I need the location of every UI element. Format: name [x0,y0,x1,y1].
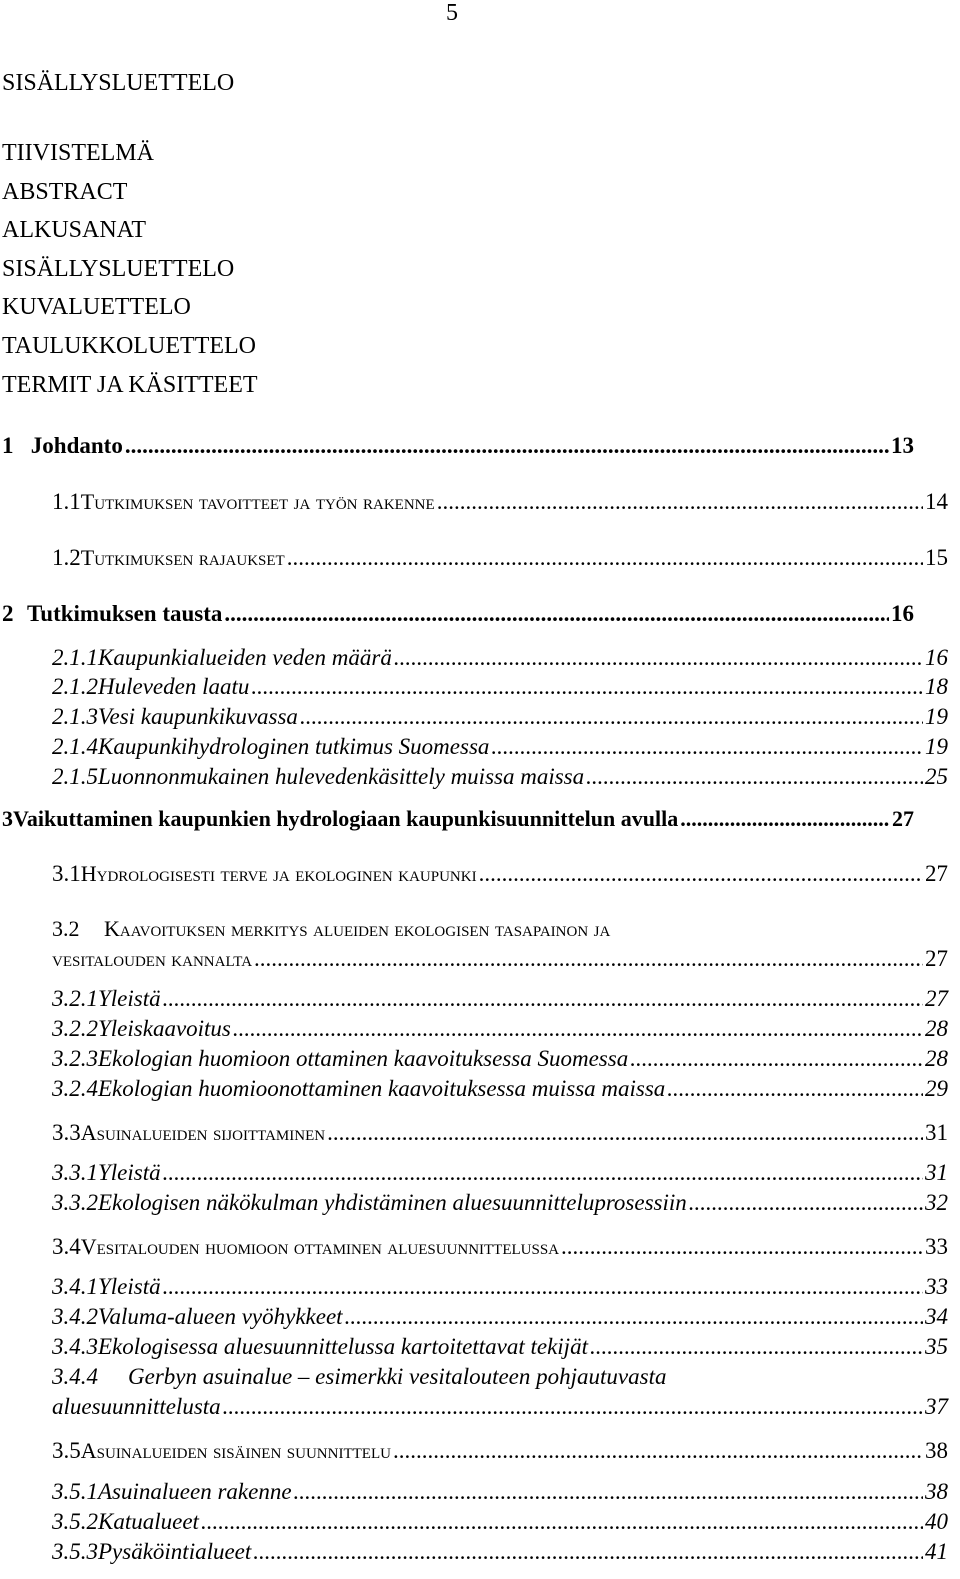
toc-entry-page: 27 [925,861,948,886]
front-item: TERMIT JA KÄSITTEET [2,371,258,398]
toc-entry-number: 3.2.3 [52,1046,98,1071]
toc-entry-page: 28 [925,1016,948,1041]
toc-leader-dots [163,986,923,1012]
page-number: 5 [446,0,458,26]
toc-entry-page: 31 [925,1160,948,1185]
toc-entry-page: 31 [925,1120,948,1145]
front-item: TIIVISTELMÄ [2,140,154,166]
toc-entry-number: 2.1.4 [52,734,98,759]
toc-entry-number: 3.4.4 [52,1364,98,1389]
toc-entry-number: 3.2.2 [52,1016,98,1041]
toc-entry-number: 2 [2,601,14,626]
toc-entry-page: 35 [925,1334,948,1359]
toc-entry-chapter[interactable] [2,806,914,832]
toc-entry-section[interactable] [52,1438,948,1464]
toc-entry-number: 3.4 [52,1234,81,1259]
toc-entry-title: Tutkimuksen tavoitteet ja työn rakenne [80,489,435,514]
toc-entry-title: Johdanto [30,433,123,458]
toc-leader-dots [327,1120,923,1146]
toc-entry-number: 3.2.4 [52,1076,98,1101]
toc-entry-page: 18 [925,674,948,699]
toc-entry-title: Luonnonmukainen hulevedenkäsittely muissa maissa [98,764,585,789]
front-item: SISÄLLYSLUETTELO [2,255,235,282]
toc-entry-subsection[interactable] [52,1076,948,1102]
toc-entry-title: Asuinalueiden sisäinen suunnittelu [80,1438,391,1463]
toc-entry-subsection[interactable] [52,1394,948,1420]
toc-leader-dots [561,1234,923,1260]
toc-leader-dots [254,946,923,972]
toc-entry-section[interactable] [52,861,948,887]
toc-leader-dots [590,1334,923,1360]
toc-entry-page: 33 [925,1274,948,1299]
toc-leader-dots [163,1274,923,1300]
toc-entry-title: Asuinalueen rakenne [98,1479,292,1504]
toc-entry-page: 27 [925,986,948,1011]
toc-entry-section[interactable] [52,489,948,515]
toc-leader-dots [630,1046,923,1072]
toc-leader-dots [300,704,923,730]
front-item: TAULUKKOLUETTELO [2,332,257,359]
toc-entry-page: 28 [925,1046,948,1071]
toc-entry-page: 27 [925,946,948,971]
toc-entry-page: 41 [925,1539,948,1564]
toc-entry-title: Ekologian huomioonottaminen kaavoituksessa muissa maissa [98,1076,666,1101]
toc-entry-section[interactable] [52,1234,948,1260]
toc-entry-title: Asuinalueiden sijoittaminen [80,1120,326,1145]
toc-entry-subsection[interactable] [52,1046,948,1072]
toc-entry-number: 3.3.1 [52,1160,98,1185]
toc-entry-title: Kaavoituksen merkitys alueiden ekologisen tasapainon ja [104,916,611,941]
toc-entry-number: 3.3 [52,1120,81,1145]
toc-entry-title: Ekologian huomioon ottaminen kaavoituksessa Suomessa [98,1046,629,1071]
toc-leader-dots [394,645,923,671]
toc-entry-subsection[interactable] [52,704,948,730]
toc-entry-title-cont: vesitalouden kannalta [52,946,253,971]
toc-entry-subsection[interactable] [52,1304,948,1330]
front-item: KUVALUETTELO [2,294,191,321]
toc-leader-dots [491,734,923,760]
toc-entry-number: 2.1.2 [52,674,98,699]
toc-entry-title: Vaikuttaminen kaupunkien hydrologiaan kaupunkisuunnittelun avulla [13,806,679,831]
toc-entry-subsection[interactable] [52,1190,948,1216]
toc-leader-dots [667,1076,923,1102]
toc-leader-dots [393,1438,923,1464]
toc-entry-number: 1.2 [52,545,81,570]
toc-entry-title: Hydrologisesti terve ja ekologinen kaupunki [80,861,477,886]
toc-entry-number: 3.1 [52,861,81,886]
front-item: ABSTRACT [2,178,128,205]
toc-entry-section-line1[interactable] [52,916,610,942]
toc-entry-subsection[interactable] [52,1274,948,1300]
toc-leader-dots [233,1016,923,1042]
toc-entry-chapter[interactable] [2,433,914,459]
toc-entry-title: Yleistä [98,1274,161,1299]
toc-entry-title: Ekologisessa aluesuunnittelussa kartoitettavat tekijät [98,1334,588,1359]
toc-entry-number: 3.5.1 [52,1479,98,1504]
toc-entry-title: Pysäköintialueet [98,1539,252,1564]
toc-entry-title: Kaupunkihydrologinen tutkimus Suomessa [98,734,490,759]
toc-leader-dots [479,861,923,887]
toc-leader-dots [201,1509,923,1535]
toc-leader-dots [224,601,889,627]
toc-entry-subsection[interactable] [52,734,948,760]
toc-entry-subsection-line1[interactable] [52,1364,666,1390]
toc-entry-page: 19 [925,704,948,729]
toc-entry-page: 32 [925,1190,948,1215]
toc-entry-number: 3.2.1 [52,986,98,1011]
toc-entry-title-cont: aluesuunnittelusta [52,1394,221,1419]
toc-entry-title: Vesi kaupunkikuvassa [98,704,298,729]
toc-entry-section[interactable] [52,1120,948,1146]
toc-entry-number: 2.1.1 [52,645,98,670]
toc-entry-subsection[interactable] [52,645,948,671]
toc-entry-page: 16 [925,645,948,670]
toc-entry-page: 40 [925,1509,948,1534]
toc-entry-page: 37 [925,1394,948,1419]
toc-entry-number: 3.4.1 [52,1274,98,1299]
toc-entry-title: Ekologisen näkökulman yhdistäminen aluesuunnitteluprosessiin [98,1190,687,1215]
front-item: ALKUSANAT [2,217,146,244]
toc-entry-title: Katualueet [98,1509,199,1534]
toc-entry-page: 14 [925,489,948,514]
toc-entry-number: 2.1.3 [52,704,98,729]
toc-leader-dots [287,545,923,571]
toc-entry-subsection[interactable] [52,1509,948,1535]
toc-entry-page: 33 [925,1234,948,1259]
toc-leader-dots [586,764,923,790]
toc-leader-dots [689,1190,923,1216]
toc-entry-subsection[interactable] [52,764,948,790]
toc-entry-title: Yleistä [98,1160,161,1185]
toc-entry-subsection[interactable] [52,986,948,1012]
toc-leader-dots [345,1304,923,1330]
toc-leader-dots [680,806,890,832]
toc-entry-title: Tutkimuksen rajaukset [80,545,285,570]
toc-entry-number: 3.4.2 [52,1304,98,1329]
toc-entry-title: Vesitalouden huomioon ottaminen aluesuunnittelussa [80,1234,560,1259]
toc-leader-dots [223,1394,923,1420]
toc-entry-page: 13 [891,433,914,458]
toc-entry-subsection[interactable] [52,1539,948,1565]
toc-entry-page: 27 [892,806,914,831]
toc-entry-number: 1.1 [52,489,81,514]
toc-entry-number: 3.3.2 [52,1190,98,1215]
toc-entry-section[interactable] [52,545,948,571]
toc-entry-number: 3 [2,806,13,831]
toc-entry-title: Valuma-alueen vyöhykkeet [98,1304,343,1329]
toc-leader-dots [437,489,923,515]
toc-entry-section[interactable] [52,946,948,972]
toc-leader-dots [294,1479,923,1505]
toc-entry-page: 34 [925,1304,948,1329]
toc-entry-title: Yleiskaavoitus [98,1016,231,1041]
toc-entry-page: 38 [925,1438,948,1463]
toc-entry-title: Tutkimuksen tausta [27,601,223,626]
toc-leader-dots [253,1539,923,1565]
toc-entry-number: 3.4.3 [52,1334,98,1359]
toc-entry-chapter[interactable] [2,601,914,627]
toc-entry-number: 3.2 [52,916,80,941]
toc-entry-subsection[interactable] [52,1016,948,1042]
toc-entry-title: Gerbyn asuinalue – esimerkki vesitalouteen pohjautuvasta [128,1364,667,1389]
toc-entry-page: 29 [925,1076,948,1101]
toc-entry-page: 15 [925,545,948,570]
toc-entry-subsection[interactable] [52,1479,948,1505]
toc-entry-subsection[interactable] [52,674,948,700]
front-matter-list [2,134,258,404]
toc-entry-page: 38 [925,1479,948,1504]
toc-entry-title: Huleveden laatu [98,674,250,699]
toc-entry-page: 16 [891,601,914,626]
toc-heading: SISÄLLYSLUETTELO [2,70,235,96]
toc-leader-dots [163,1160,923,1186]
toc-entry-subsection[interactable] [52,1160,948,1186]
toc-entry-number: 1 [2,433,14,458]
toc-leader-dots [251,674,923,700]
toc-leader-dots [125,433,889,459]
toc-entry-number: 3.5 [52,1438,81,1463]
toc-entry-title: Kaupunkialueiden veden määrä [98,645,392,670]
toc-entry-number: 2.1.5 [52,764,98,789]
toc-entry-title: Yleistä [98,986,161,1011]
toc-entry-number: 3.5.2 [52,1509,98,1534]
toc-entry-number: 3.5.3 [52,1539,98,1564]
toc-entry-page: 19 [925,734,948,759]
toc-entry-subsection[interactable] [52,1334,948,1360]
toc-entry-page: 25 [925,764,948,789]
